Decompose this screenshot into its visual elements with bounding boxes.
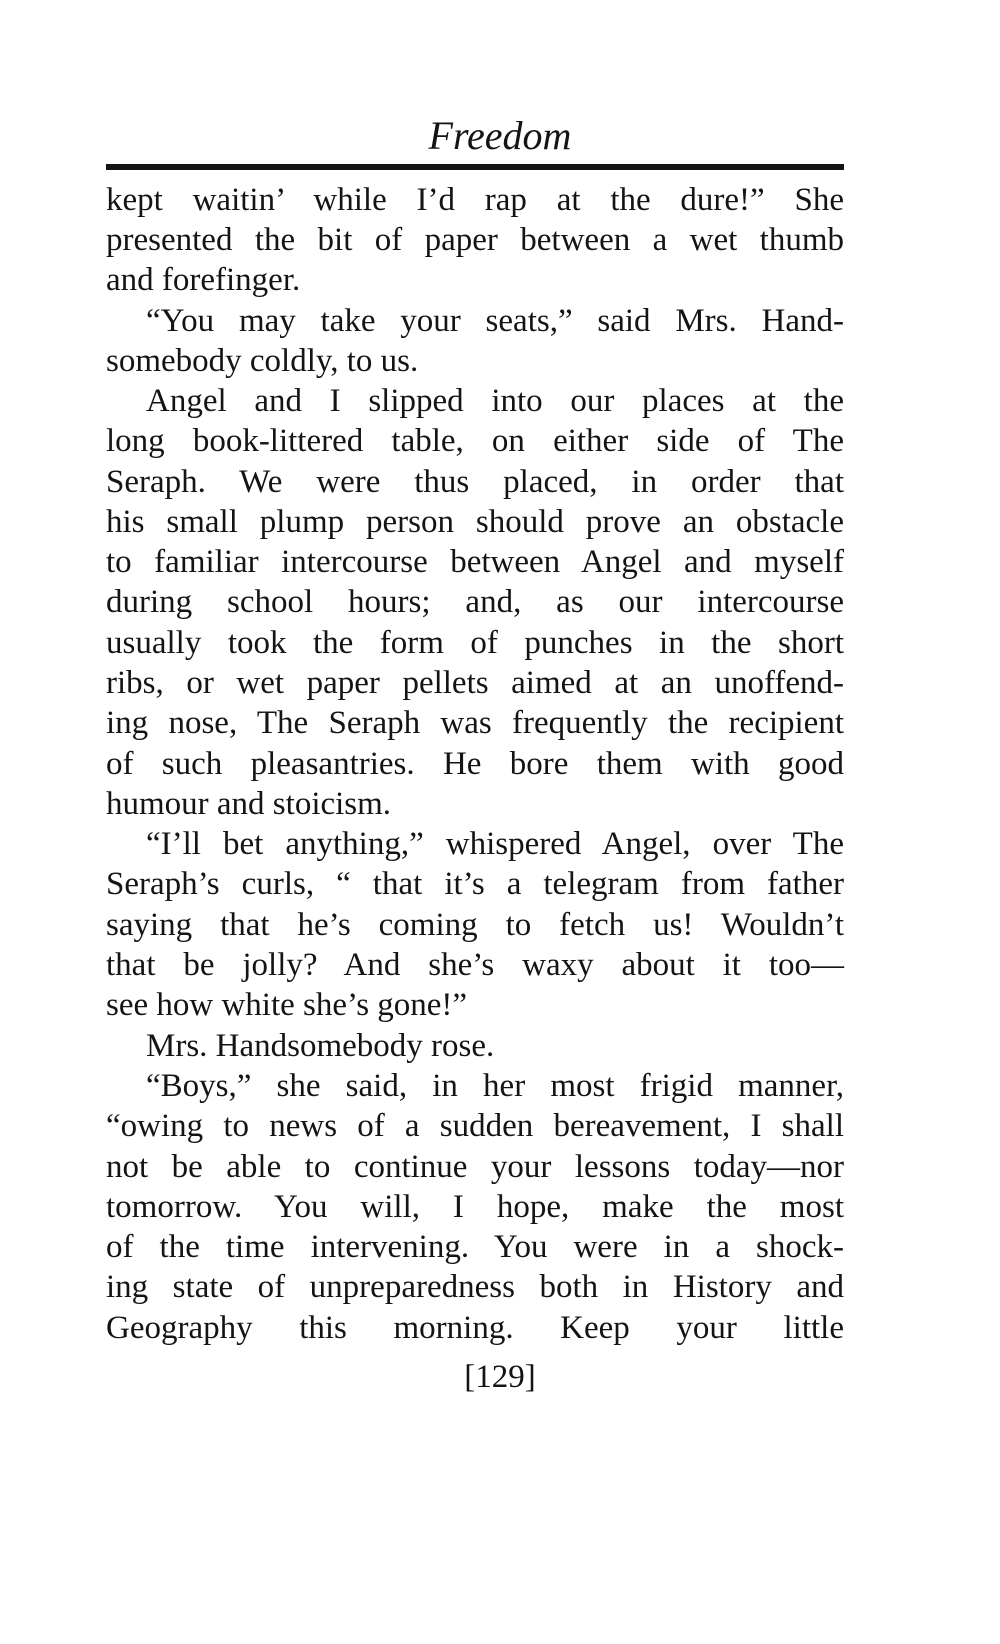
text-line: Angel and I slipped into our places at the: [146, 383, 844, 419]
text-line: kept waitin’ while I’d rap at the dure!” She: [106, 182, 844, 218]
text-line: to familiar intercourse between Angel and myself: [106, 544, 844, 580]
text-line: Seraph’s curls, “ that it’s a telegram from father: [106, 866, 844, 902]
text-line: during school hours; and, as our intercourse: [106, 584, 844, 620]
text-line: not be able to continue your lessons today—nor: [106, 1149, 844, 1185]
text-line: of such pleasantries. He bore them with good: [106, 746, 844, 782]
text-line: ing state of unpreparedness both in History and: [106, 1269, 844, 1305]
text-line: Geography this morning. Keep your little: [106, 1310, 844, 1346]
text-line: ribs, or wet paper pellets aimed at an unoffend-: [106, 665, 844, 701]
running-head: Freedom: [428, 113, 572, 158]
text-line: somebody coldly, to us.: [106, 343, 419, 379]
page-number: [129]: [464, 1359, 536, 1395]
text-line: long book-littered table, on either side of The: [106, 423, 844, 459]
text-line: saying that he’s coming to fetch us! Wouldn’t: [106, 907, 844, 943]
text-line: his small plump person should prove an obstacle: [106, 504, 844, 540]
text-line: Mrs. Handsomebody rose.: [146, 1028, 495, 1064]
header-rule: [106, 164, 844, 170]
text-line: “owing to news of a sudden bereavement, I shall: [106, 1108, 844, 1144]
text-line: tomorrow. You will, I hope, make the most: [106, 1189, 844, 1225]
text-line: ing nose, The Seraph was frequently the recipient: [106, 705, 844, 741]
text-line: “Boys,” she said, in her most frigid manner,: [146, 1068, 844, 1104]
text-line: of the time intervening. You were in a shock-: [106, 1229, 844, 1265]
text-line: “You may take your seats,” said Mrs. Hand-: [146, 303, 844, 339]
text-line: Seraph. We were thus placed, in order that: [106, 464, 844, 500]
text-line: “I’ll bet anything,” whispered Angel, over The: [146, 826, 844, 862]
text-line: humour and stoicism.: [106, 786, 392, 822]
text-line: usually took the form of punches in the short: [106, 625, 844, 661]
text-line: see how white she’s gone!”: [106, 987, 468, 1023]
text-line: presented the bit of paper between a wet thumb: [106, 222, 844, 258]
text-line: and forefinger.: [106, 262, 301, 298]
text-line: that be jolly? And she’s waxy about it too—: [106, 947, 844, 983]
